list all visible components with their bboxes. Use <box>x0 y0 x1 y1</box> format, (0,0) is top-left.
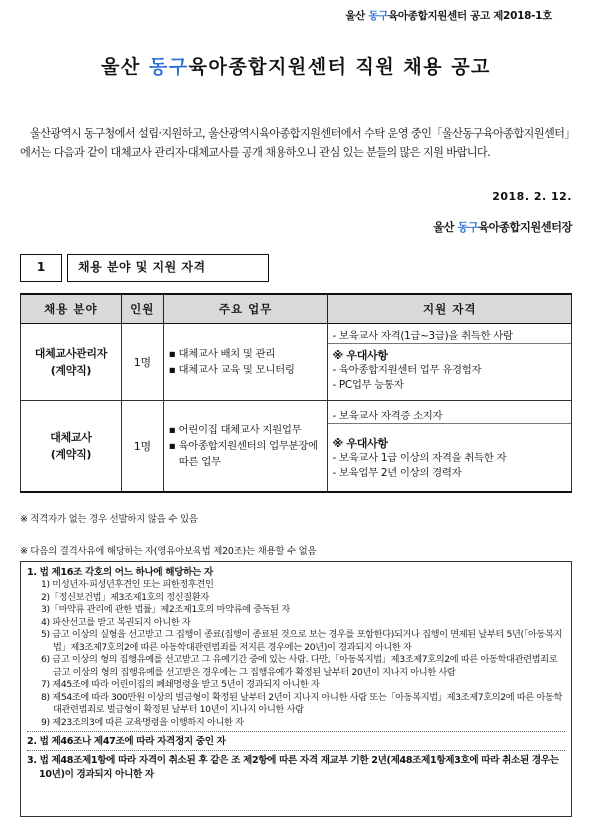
list-item: 7) 제45조에 따라 어린이집의 폐쇄명령을 받고 5년이 경과되지 아니한 자 <box>41 679 320 690</box>
preference-item: - PC업무 능통자 <box>332 378 404 391</box>
note-disqualification: ※ 다음의 결격사유에 해당하는 자(영유아보육법 제20조)는 채용할 수 없음 <box>20 546 317 557</box>
page-title: 울산 동구육아종합지원센터 직원 채용 공고 <box>101 56 491 78</box>
recruitment-table <box>20 293 572 493</box>
disqualification-box <box>20 561 572 817</box>
duties-cell <box>163 323 328 400</box>
list-item: 1) 미성년자·피성년후견인 또는 피한정후견인 <box>41 579 214 590</box>
notice-number-accent: 동구 <box>368 10 389 22</box>
list-item: 5) 금고 이상의 실형을 선고받고 그 집행이 종료(집행이 종료된 것으로 보는 경우를 포함한다)되거나 집행이 면제된 날부터 5년(「아동복지법」제3조제7호의2에 따른 아동학대관련범죄를 저지른 경우에는 20년)이 경과되지 아니한 자 <box>41 629 563 653</box>
table-row <box>21 323 572 400</box>
section-header <box>20 254 269 282</box>
count-cell: 1명 <box>121 323 163 400</box>
note-selection: ※ 적격자가 없는 경우 선발하지 않을 수 있음 <box>20 514 198 525</box>
divider <box>27 731 565 732</box>
preference-title: ※ 우대사항 <box>332 348 388 362</box>
disqualification-heading: 3. 법 제48조제1항에 따라 자격이 취소된 후 같은 조 제2항에 따른 자격 재교부 기한 2년(제48조제1항제3호에 따라 취소된 경우는 10년)이 경과되지 아니한 자 <box>27 755 559 780</box>
col-header-duties: 주요 업무 <box>163 294 328 323</box>
divider <box>27 750 565 751</box>
col-header-count: 인원 <box>121 294 163 323</box>
field-cell: 대체교사 (계약직) <box>21 400 122 492</box>
duty-item: ▪ 대체교사 교육 및 모니터링 <box>168 363 295 376</box>
list-item: 9) 제23조의3에 따른 교육명령을 이행하지 아니한 자 <box>41 716 244 728</box>
required-qualification: - 보육교사 자격(1급~3급)을 취득한 사람 <box>328 328 571 344</box>
table-row <box>21 400 572 492</box>
field-cell: 대체교사관리자 (계약직) <box>21 323 122 400</box>
list-item: 4) 파산선고를 받고 복권되지 아니한 자 <box>41 616 191 628</box>
count-cell: 1명 <box>121 400 163 492</box>
preference-item: - 보육교사 1급 이상의 자격을 취득한 자 <box>332 451 507 464</box>
notice-date: 2018. 2. 12. <box>492 190 572 203</box>
intro-paragraph: 울산광역시 동구청에서 설립·지원하고, 울산광역시육아종합지원센터에서 수탁 운영 중인「울산동구육아종합지원센터」에서는 다음과 같이 대체교사 관리자·대체교사를 공개 채용하오니 관심 있는 분들의 많은 지원 바랍니다. <box>20 127 570 159</box>
qualification-cell <box>328 323 572 400</box>
list-item: 2)「정신보건법」제3조제1호의 정신질환자 <box>41 591 209 603</box>
notice-number: 울산 동구육아종합지원센터 공고 제2018-1호 <box>345 10 552 22</box>
required-qualification: - 보육교사 자격증 소지자 <box>328 408 571 424</box>
disqualification-heading: 2. 법 제46조나 제47조에 따라 자격정지 중인 자 <box>27 736 226 747</box>
section-number: 1 <box>20 254 62 282</box>
table-header-row <box>21 294 572 323</box>
title-accent: 동구 <box>148 56 189 78</box>
list-item: 8) 제54조에 따라 300만원 이상의 벌금형이 확정된 날부터 2년이 지나지 아니한 사람 또는「아동복지법」제3조제7호의2에 따른 아동학대관련범죄로 벌금형이 확정된 날부터 10년이 지나지 아니한 사람 <box>41 691 563 715</box>
list-item: 3)「마약류 관리에 관한 법률」제2조제1호의 마약류에 중독된 자 <box>41 604 290 615</box>
col-header-qualifications: 지원 자격 <box>328 294 572 323</box>
duties-cell <box>163 400 328 492</box>
issuer: 울산 동구육아종합지원센터장 <box>433 221 572 234</box>
disqualification-heading: 1. 법 제16조 각호의 어느 하나에 해당하는 자 <box>27 567 213 578</box>
duty-item: ▪ 어린이집 대체교사 지원업무 <box>168 423 302 436</box>
preference-item: - 육아종합지원센터 업무 유경험자 <box>332 363 482 376</box>
preference-title: ※ 우대사항 <box>332 436 388 450</box>
list-item: 6) 금고 이상의 형의 집행유예를 선고받고 그 유예기간 중에 있는 사람. 다만,「아동복지법」제3조제7호의2에 따른 아동학대관련범죄로 금고 이상의 형의 집행유예를 선고받은 경우에는 그 집행유예가 확정된 날부터 20년이 지나지 아니한 사람 <box>41 654 558 678</box>
qualification-cell <box>328 400 572 492</box>
duty-item: ▪ 육아종합지원센터의 업무분장에 따른 업무 <box>168 439 318 468</box>
section-title: 채용 분야 및 지원 자격 <box>67 254 269 282</box>
issuer-accent: 동구 <box>457 221 479 234</box>
duty-item: ▪ 대체교사 배치 및 관리 <box>168 347 276 360</box>
preference-item: - 보육업무 2년 이상의 경력자 <box>332 466 462 479</box>
col-header-field: 채용 분야 <box>21 294 122 323</box>
